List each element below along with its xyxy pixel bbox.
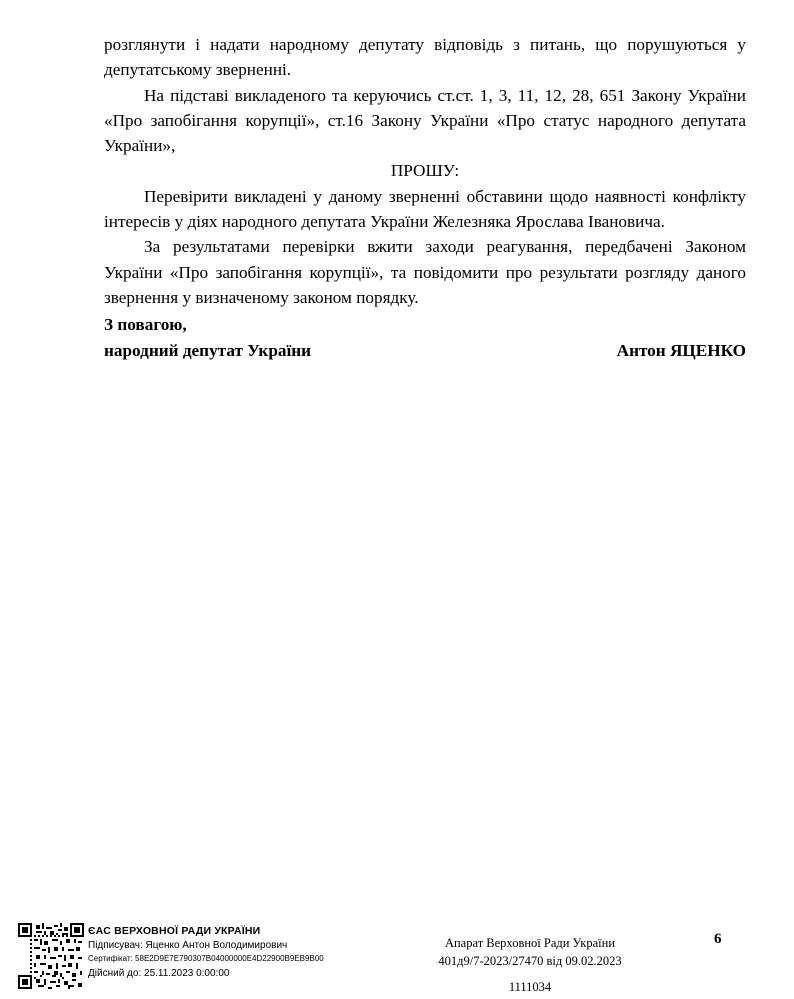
stamp-organization: Апарат Верховної Ради України <box>444 936 616 950</box>
esignature-valid-until: Дійсний до: 25.11.2023 0:00:00 <box>88 967 230 979</box>
stamp-registration: 401д9/7-2023/27470 від 09.02.2023 <box>438 954 622 969</box>
signature-salutation: З повагою, <box>104 315 187 334</box>
signature-position: народний депутат України <box>104 340 312 360</box>
paragraph-legal-basis: На підставі викладеного та керуючись ст.ст. 1, 3, 11, 12, 28, 651 Закону України «Про запобігання корупції», ст.16 Закону України «Про статус народного депутата України», <box>104 85 746 156</box>
signature-name: Антон ЯЦЕНКО <box>616 340 746 360</box>
qr-code-icon <box>18 923 84 989</box>
esignature-signer: Підписувач: Яценко Антон Володимирович <box>88 940 288 952</box>
esignature-info <box>88 924 388 981</box>
registration-stamp <box>400 934 660 970</box>
paragraph-request-1: Перевірити викладені у даному зверненні обставини щодо наявності конфлікту інтересів у діях народного депутата України Железняка Ярослава Івановича. <box>104 186 746 231</box>
esignature-certificate: Сертифікат: 58E2D9E7E790307B04000000E4D22900B9EB9B00 <box>88 954 324 964</box>
paragraph-request-2: За результатами перевірки вжити заходи реагування, передбачені Законом України «Про запобігання корупції», та повідомити про результати розгляду даного звернення у визначеному законом порядку. <box>104 237 746 307</box>
paragraph-continuation: розглянути і надати народному депутату відповідь з питань, що порушуються у депутатському зверненні. <box>104 35 746 80</box>
document-footer <box>0 916 794 999</box>
page-number: 6 <box>714 931 722 947</box>
esignature-title: ЄАС ВЕРХОВНОЇ РАДИ УКРАЇНИ <box>88 925 261 937</box>
request-heading: ПРОШУ: <box>390 161 460 181</box>
barcode-number: 1111034 <box>508 980 552 994</box>
signature-block <box>104 312 746 364</box>
document-body <box>104 32 746 310</box>
